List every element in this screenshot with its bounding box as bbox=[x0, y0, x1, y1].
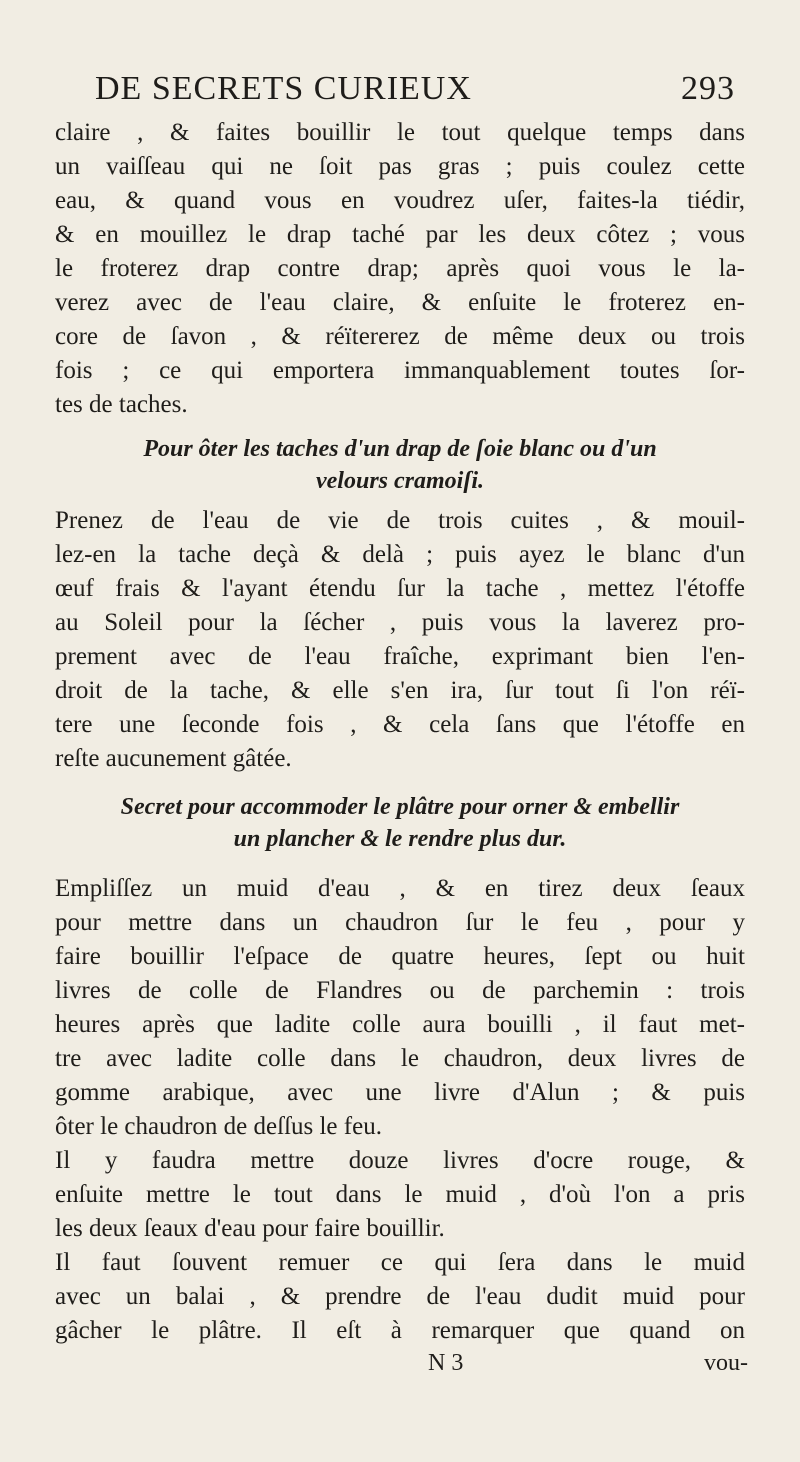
signature-mark: N 3 bbox=[428, 1350, 464, 1376]
text-line: & en mouillez le drap taché par les deux côtez ; vous bbox=[55, 221, 745, 248]
text-line: avec un balai , & prendre de l'eau dudit muid pour bbox=[55, 1283, 745, 1310]
text-line: enſuite mettre le tout dans le muid , d'où l'on a pris bbox=[55, 1181, 745, 1208]
text-line: tes de taches. bbox=[55, 391, 188, 418]
text-line: Prenez de l'eau de vie de trois cuites , & mouil- bbox=[55, 507, 745, 534]
text-line: Empliſſez un muid d'eau , & en tirez deux ſeaux bbox=[55, 875, 745, 902]
running-title: DE SECRETS CURIEUX bbox=[95, 70, 472, 107]
section-heading: Pour ôter les taches d'un drap de ſoie blanc ou d'un bbox=[143, 436, 657, 462]
text-line: verez avec de l'eau claire, & enſuite le froterez en- bbox=[55, 289, 745, 316]
text-line: un vaiſſeau qui ne ſoit pas gras ; puis coulez cette bbox=[55, 153, 745, 180]
running-header bbox=[95, 70, 735, 122]
text-line: Il faut ſouvent remuer ce qui ſera dans le muid bbox=[55, 1249, 745, 1276]
text-line: droit de la tache, & elle s'en ira, ſur tout ſi l'on réï- bbox=[55, 677, 745, 704]
text-line: gâcher le plâtre. Il eſt à remarquer que quand on bbox=[55, 1317, 745, 1344]
text-line: le froterez drap contre drap; après quoi vous le la- bbox=[55, 255, 745, 282]
text-line: prement avec de l'eau fraîche, exprimant bien l'en- bbox=[55, 643, 745, 670]
text-line: lez-en la tache deçà & delà ; puis ayez le blanc d'un bbox=[55, 541, 745, 568]
text-line: Il y faudra mettre douze livres d'ocre rouge, & bbox=[55, 1147, 745, 1174]
section-heading: un plancher & le rendre plus dur. bbox=[233, 826, 567, 852]
text-line: livres de colle de Flandres ou de parchemin : trois bbox=[55, 977, 745, 1004]
text-line: fois ; ce qui emportera immanquablement toutes ſor- bbox=[55, 357, 745, 384]
text-line: ôter le chaudron de deſſus le feu. bbox=[55, 1113, 382, 1140]
text-line: core de ſavon , & réïtererez de même deux ou trois bbox=[55, 323, 745, 350]
text-line: tere une ſeconde fois , & cela ſans que l'étoffe en bbox=[55, 711, 745, 738]
section-heading: velours cramoiſi. bbox=[316, 468, 484, 494]
page-number: 293 bbox=[681, 70, 735, 107]
text-line: faire bouillir l'eſpace de quatre heures, ſept ou huit bbox=[55, 943, 745, 970]
text-line: heures après que ladite colle aura bouilli , il faut met- bbox=[55, 1011, 745, 1038]
text-line: eau, & quand vous en voudrez uſer, faites-la tiédir, bbox=[55, 187, 745, 214]
text-line: pour mettre dans un chaudron ſur le feu , pour y bbox=[55, 909, 745, 936]
text-line: tre avec ladite colle dans le chaudron, deux livres de bbox=[55, 1045, 745, 1072]
text-line: les deux ſeaux d'eau pour faire bouillir. bbox=[55, 1215, 445, 1242]
text-line: claire , & faites bouillir le tout quelque temps dans bbox=[55, 119, 745, 146]
text-line: œuf frais & l'ayant étendu ſur la tache , mettez l'étoffe bbox=[55, 575, 745, 602]
text-line: gomme arabique, avec une livre d'Alun ; & puis bbox=[55, 1079, 745, 1106]
text-line: au Soleil pour la ſécher , puis vous la laverez pro- bbox=[55, 609, 745, 636]
section-heading: Secret pour accommoder le plâtre pour orner & embellir bbox=[120, 794, 680, 820]
catchword: vou- bbox=[704, 1350, 748, 1376]
text-line: reſte aucunement gâtée. bbox=[55, 745, 292, 772]
